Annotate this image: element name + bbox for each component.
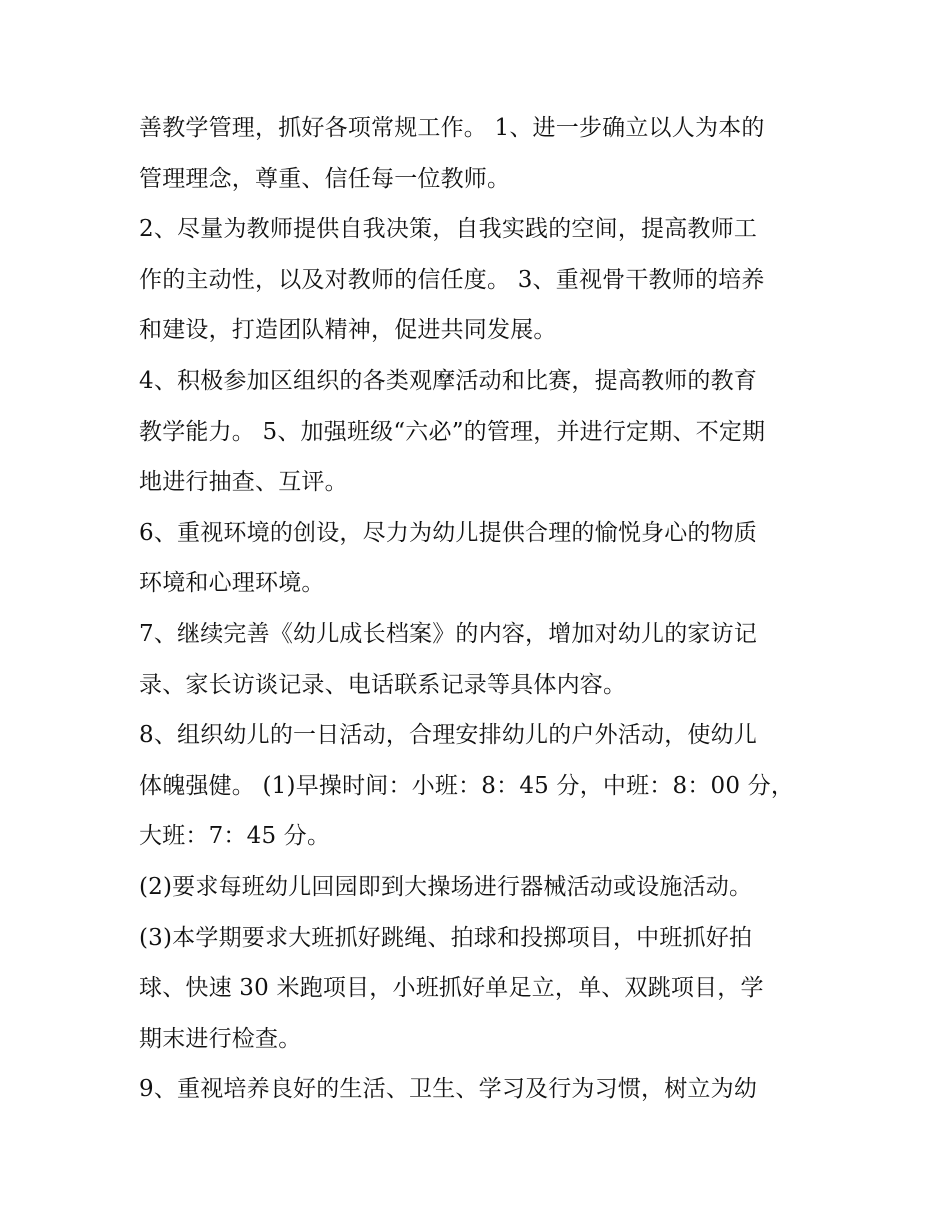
text-line: 善教学管理，抓好各项常规工作。 1、进一步确立以人为本的 — [139, 115, 765, 141]
text-line: 管理理念，尊重、信任每一位教师。 — [139, 165, 511, 192]
document-body — [139, 103, 819, 1115]
text-line: 期末进行检查。 — [139, 1025, 302, 1052]
text-line: 8、组织幼儿的一日活动，合理安排幼儿的户外活动，使幼儿 — [139, 722, 758, 749]
text-line: 6、重视环境的创设，尽力为幼儿提供合理的愉悦身心的物质 — [139, 519, 758, 546]
text-line: 大班：7：45 分。 — [139, 823, 331, 850]
text-line: 球、快速 30 米跑项目，小班抓好单足立，单、双跳项目，学 — [139, 975, 764, 1002]
text-line: 和建设，打造团队精神，促进共同发展。 — [139, 317, 557, 344]
text-line: (2)要求每班幼儿回园即到大操场进行器械活动或设施活动。 — [139, 873, 753, 900]
text-line: (3)本学期要求大班抓好跳绳、拍球和投掷项目，中班抓好拍 — [139, 924, 753, 951]
text-line: 9、重视培养良好的生活、卫生、学习及行为习惯，树立为幼 — [139, 1076, 758, 1103]
text-line: 教学能力。 5、加强班级“六必”的管理，并进行定期、不定期 — [139, 418, 766, 445]
text-line: 7、继续完善《幼儿成长档案》的内容，增加对幼儿的家访记 — [139, 620, 758, 647]
text-line: 作的主动性，以及对教师的信任度。 3、重视骨干教师的培养 — [139, 266, 765, 293]
text-line: 环境和心理环境。 — [139, 570, 325, 597]
text-line: 地进行抽查、互评。 — [139, 469, 348, 496]
text-line: 4、积极参加区组织的各类观摩活动和比赛，提高教师的教育 — [139, 367, 758, 394]
text-line: 录、家长访谈记录、电话联系记录等具体内容。 — [139, 671, 627, 698]
text-line: 体魄强健。 (1)早操时间：小班：8：45 分，中班：8：00 分， — [139, 772, 795, 799]
text-line: 2、尽量为教师提供自我决策，自我实践的空间，提高教师工 — [139, 216, 758, 243]
